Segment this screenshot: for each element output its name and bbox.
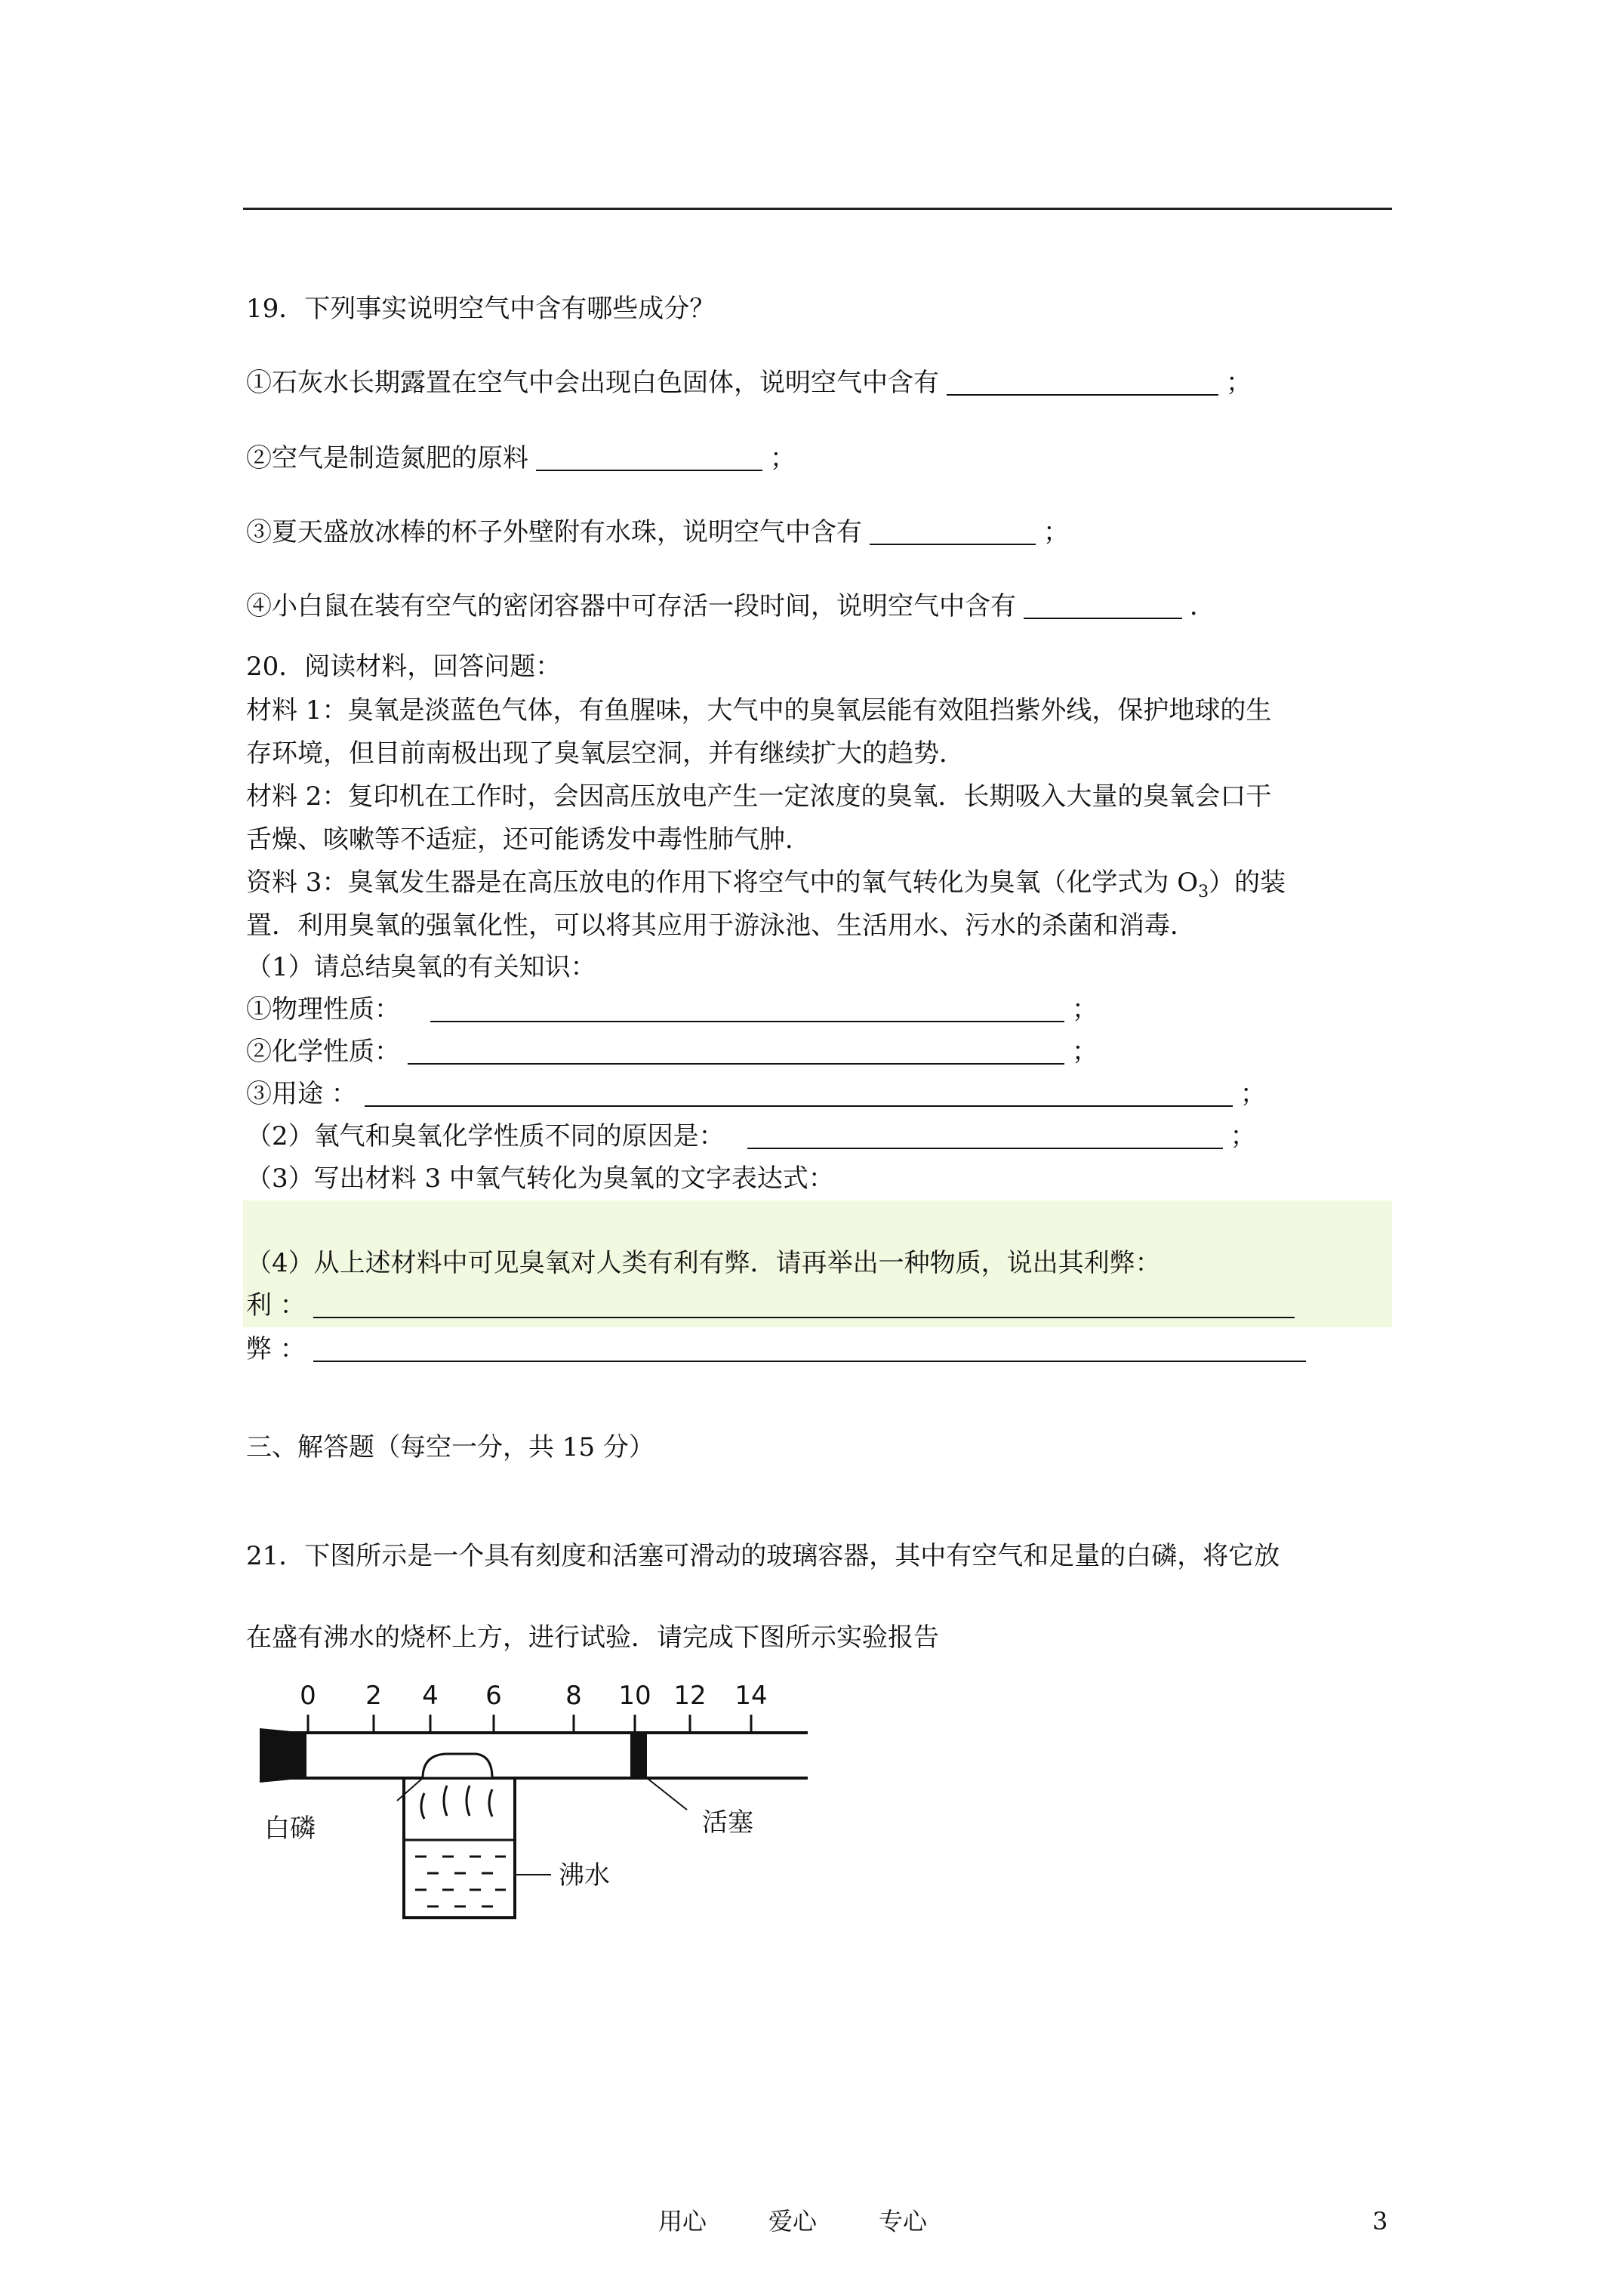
q20-part-4-con: 弊 ：: [246, 1336, 1313, 1362]
tick-label: 10: [618, 1681, 651, 1711]
footer-text-2: 爱心: [768, 2207, 818, 2236]
q20-material-2a: 材料 2：复印机在工作时，会因高压放电产生一定浓度的臭氧．长期吸入大量的臭氧会口干: [246, 781, 1272, 812]
q19-item-2: ②空气是制造氮肥的原料 ；: [246, 443, 796, 473]
answer-blank[interactable]: [747, 1123, 1223, 1149]
tick-label: 2: [365, 1681, 382, 1711]
q20-material-2b: 舌燥、咳嗽等不适症，还可能诱发中毒性肺气肿．: [246, 824, 811, 855]
tick-label: 4: [422, 1681, 439, 1711]
phosphorus-label: 白磷: [264, 1814, 316, 1844]
section-3-title: 三、解答题（每空一分，共 15 分）: [246, 1432, 654, 1462]
rubber-stopper: [260, 1728, 306, 1783]
answer-blank[interactable]: [870, 519, 1036, 545]
tick-label: 8: [565, 1681, 582, 1711]
piston-label: 活塞: [702, 1808, 753, 1838]
q19-title: 19．下列事实说明空气中含有哪些成分？: [246, 294, 716, 324]
answer-blank[interactable]: [408, 1039, 1064, 1065]
q20-material-3a: 资料 3：臭氧发生器是在高压放电的作用下将空气中的氧气转化为臭氧（化学式为 $O_3$）的装: [246, 868, 1286, 901]
q19-item-4-text: ④小白鼠在装有空气的密闭容器中可存活一段时间，说明空气中含有: [246, 591, 1016, 621]
water-label: 沸水: [559, 1860, 610, 1891]
q20-material-3b: 置．利用臭氧的强氧化性，可以将其应用于游泳池、生活用水、污水的杀菌和消毒．: [246, 911, 1196, 941]
q20-part-1: （1）请总结臭氧的有关知识：: [246, 952, 596, 982]
answer-blank[interactable]: [313, 1293, 1295, 1318]
scale-ticks: [308, 1715, 751, 1733]
q20-part-1-physical: ①物理性质： ；: [246, 994, 1098, 1025]
answer-blank[interactable]: [365, 1081, 1233, 1107]
q19-item-1: ①石灰水长期露置在空气中会出现白色固体，说明空气中含有 ；: [246, 368, 1252, 398]
q20-part-1-use: ③用途 ： ；: [246, 1079, 1266, 1109]
subscript: 3: [1198, 882, 1209, 901]
q20-part-4: （4）从上述材料中可见臭氧对人类有利有弊．请再举出一种物质，说出其利弊：: [246, 1248, 1161, 1278]
q20-material-1a: 材料 1：臭氧是淡蓝色气体，有鱼腥味，大气中的臭氧层能有效阻挡紫外线，保护地球的生: [246, 695, 1272, 726]
apparatus-diagram: [249, 1672, 823, 1929]
tick-label: 14: [735, 1681, 768, 1711]
q19-item-4: ④小白鼠在装有空气的密闭容器中可存活一段时间，说明空气中含有 ．: [246, 591, 1215, 621]
water-dashes: [415, 1857, 506, 1906]
q19-item-3: ③夏天盛放冰棒的杯子外壁附有水珠，说明空气中含有 ；: [246, 517, 1069, 547]
q19-item-3-text: ③夏天盛放冰棒的杯子外壁附有水珠，说明空气中含有: [246, 517, 862, 547]
q20-material-1b: 存环境，但目前南极出现了臭氧层空洞，并有继续扩大的趋势．: [246, 738, 965, 769]
q19-item-2-text: ②空气是制造氮肥的原料: [246, 443, 528, 473]
tick-labels: [300, 1681, 767, 1711]
answer-blank[interactable]: [536, 445, 762, 471]
page-number: 3: [1372, 2207, 1388, 2236]
q20-part-3: （3）写出材料 3 中氧气转化为臭氧的文字表达式：: [246, 1163, 834, 1194]
answer-blank[interactable]: [1024, 593, 1182, 619]
steam-lines: [421, 1786, 492, 1819]
tick-label: 6: [485, 1681, 502, 1711]
q20-part-2: （2）氧气和臭氧化学性质不同的原因是： ；: [246, 1121, 1256, 1151]
phosphorus-leader: [397, 1778, 423, 1801]
tick-label: 12: [673, 1681, 707, 1711]
header-rule: [243, 208, 1392, 210]
beaker: [404, 1778, 515, 1918]
q21-line-2: 在盛有沸水的烧杯上方，进行试验．请完成下图所示实验报告: [246, 1623, 939, 1653]
answer-blank[interactable]: [947, 370, 1218, 396]
piston-leader: [647, 1778, 687, 1810]
answer-blank[interactable]: [430, 997, 1064, 1022]
footer-text-1: 用心: [658, 2207, 707, 2236]
q21-line-1: 21．下图所示是一个具有刻度和活塞可滑动的玻璃容器，其中有空气和足量的白磷，将它放: [246, 1541, 1280, 1571]
q20-title: 20．阅读材料，回答问题：: [246, 652, 562, 682]
answer-blank[interactable]: [313, 1336, 1306, 1362]
tick-label: 0: [300, 1681, 316, 1711]
white-phosphorus: [423, 1754, 492, 1778]
piston: [630, 1731, 647, 1780]
q19-item-1-text: ①石灰水长期露置在空气中会出现白色固体，说明空气中含有: [246, 368, 939, 398]
q20-part-4-pro: 利 ：: [246, 1293, 1302, 1318]
footer-text-3: 专心: [879, 2207, 928, 2236]
q20-part-1-chemical: ②化学性质： ；: [246, 1037, 1098, 1067]
